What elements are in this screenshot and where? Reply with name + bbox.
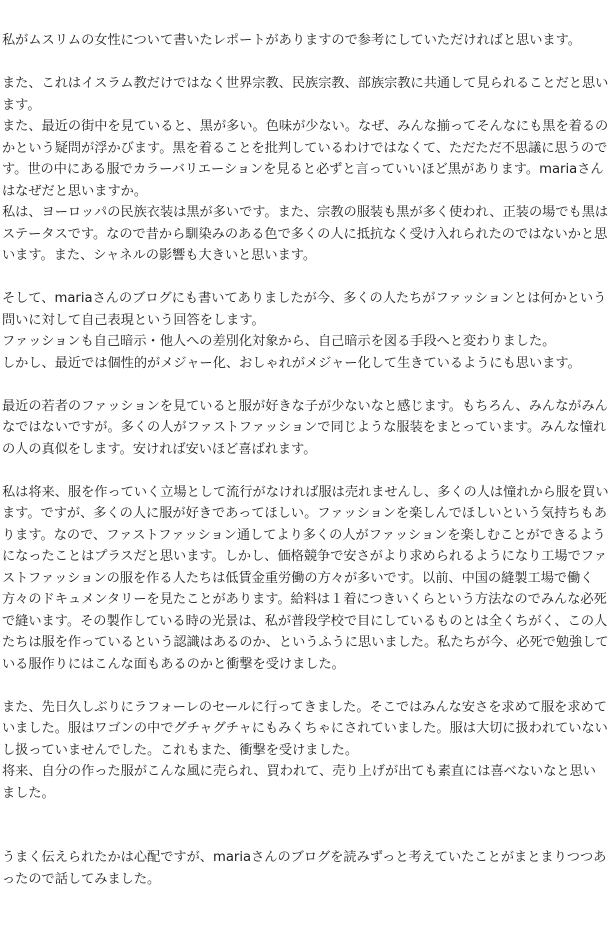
blank-lines xyxy=(2,804,609,847)
paragraph-black-clothing: また、これはイスラム教だけではなく世界宗教、民族宗教、部族宗教に共通して見られることだと思います。 また、最近の街中を見ていると、黒が多い。色味が少ない。なぜ、みんな揃ってそんなにも黒を着るのかという疑問が浮かびます。黒を着ることを批判しているわけではなくて、ただただ不思議に思うのです。世の中にある服でカラーバリエーションを見ると必ずと言っていいほど黒があります。mariaさんはなぜだと思いますか。 私は、ヨーロッパの民族衣装は黒が多いです。また、宗教の服装も黒が多く使われ、正装の場でも黒はステータスです。なので昔から馴染みのある色で多くの人に抵抗なく受け入れられたのではないかと思います。また、シャネルの影響も大きいと思います。 xyxy=(2,76,609,263)
blank-line xyxy=(2,675,609,697)
blank-line xyxy=(2,267,609,289)
blank-line xyxy=(2,52,609,74)
blank-line xyxy=(2,374,609,396)
paragraph-closing: うまく伝えられたかは心配ですが、mariaさんのブログを読みずっと考えていたことがまとまりつつあったので話してみました。 xyxy=(2,850,607,887)
paragraph-fast-fashion: 私は将来、服を作っていく立場として流行がなければ服は売れませんし、多くの人は憧れから服を買います。ですが、多くの人に服が好きであってほしい。ファッションを楽しんでほしいという気持ちもあります。なので、ファストファッション通してより多くの人がファッションを楽しむことができるようになったことはプラスだと思います。しかし、価格競争で安さがより求められるようになり工場でファストファッションの服を作る人たちは低賃金重労働の方々が多いです。以前、中国の縫製工場で働く方々のドキュメンタリーを見たことがあります。給料は１着につきいくらという方法なのでみんな必死で縫います。その製作している時の光景は、私が普段学校で目にしているものとは全くちがく、この人たちは服を作っているという認識はあるのか、というふうに思いました。私たちが今、必死で勉強している服作りにはこんな面もあるのかと衝撃を受けました。 xyxy=(2,484,609,672)
paragraph-self-expression: そして、mariaさんのブログにも書いてありましたが今、多くの人たちがファッションとは何かという問いに対して自己表現という回答をします。 ファッションも自己暗示・他人への差別化対象から、自己暗示を図る手段へと変わりました。 しかし、最近では個性的がメジャー化、おしゃれがメジャー化して生きているようにも思います。 xyxy=(2,291,607,371)
blank-line xyxy=(2,460,609,482)
paragraph-intro: 私がムスリムの女性について書いたレポートがありますので参考にしていただければと思います。 xyxy=(2,33,581,48)
paragraph-young-fashion: 最近の若者のファッションを見ていると服が好きな子が少ないなと感じます。もちろん、みんながみんなではないですが。多くの人がファストファッションで同じような服装をまとっています。みんな憧れの人の真似をします。安ければ安いほど喜ばれます。 xyxy=(2,398,608,457)
paragraph-laforet-sale: また、先日久しぶりにラフォーレのセールに行ってきました。そこではみんな安さを求めて服を求めていました。服はワゴンの中でグチャグチャにもみくちゃにされていました。服は大切に扱われていないし扱っていませんでした。これもまた、衝撃を受けました。 将来、自分の作った服がこんな風に売られ、買われて、売り上げが出ても素直には喜べないなと思いました。 xyxy=(2,699,608,801)
document-body xyxy=(2,30,609,890)
